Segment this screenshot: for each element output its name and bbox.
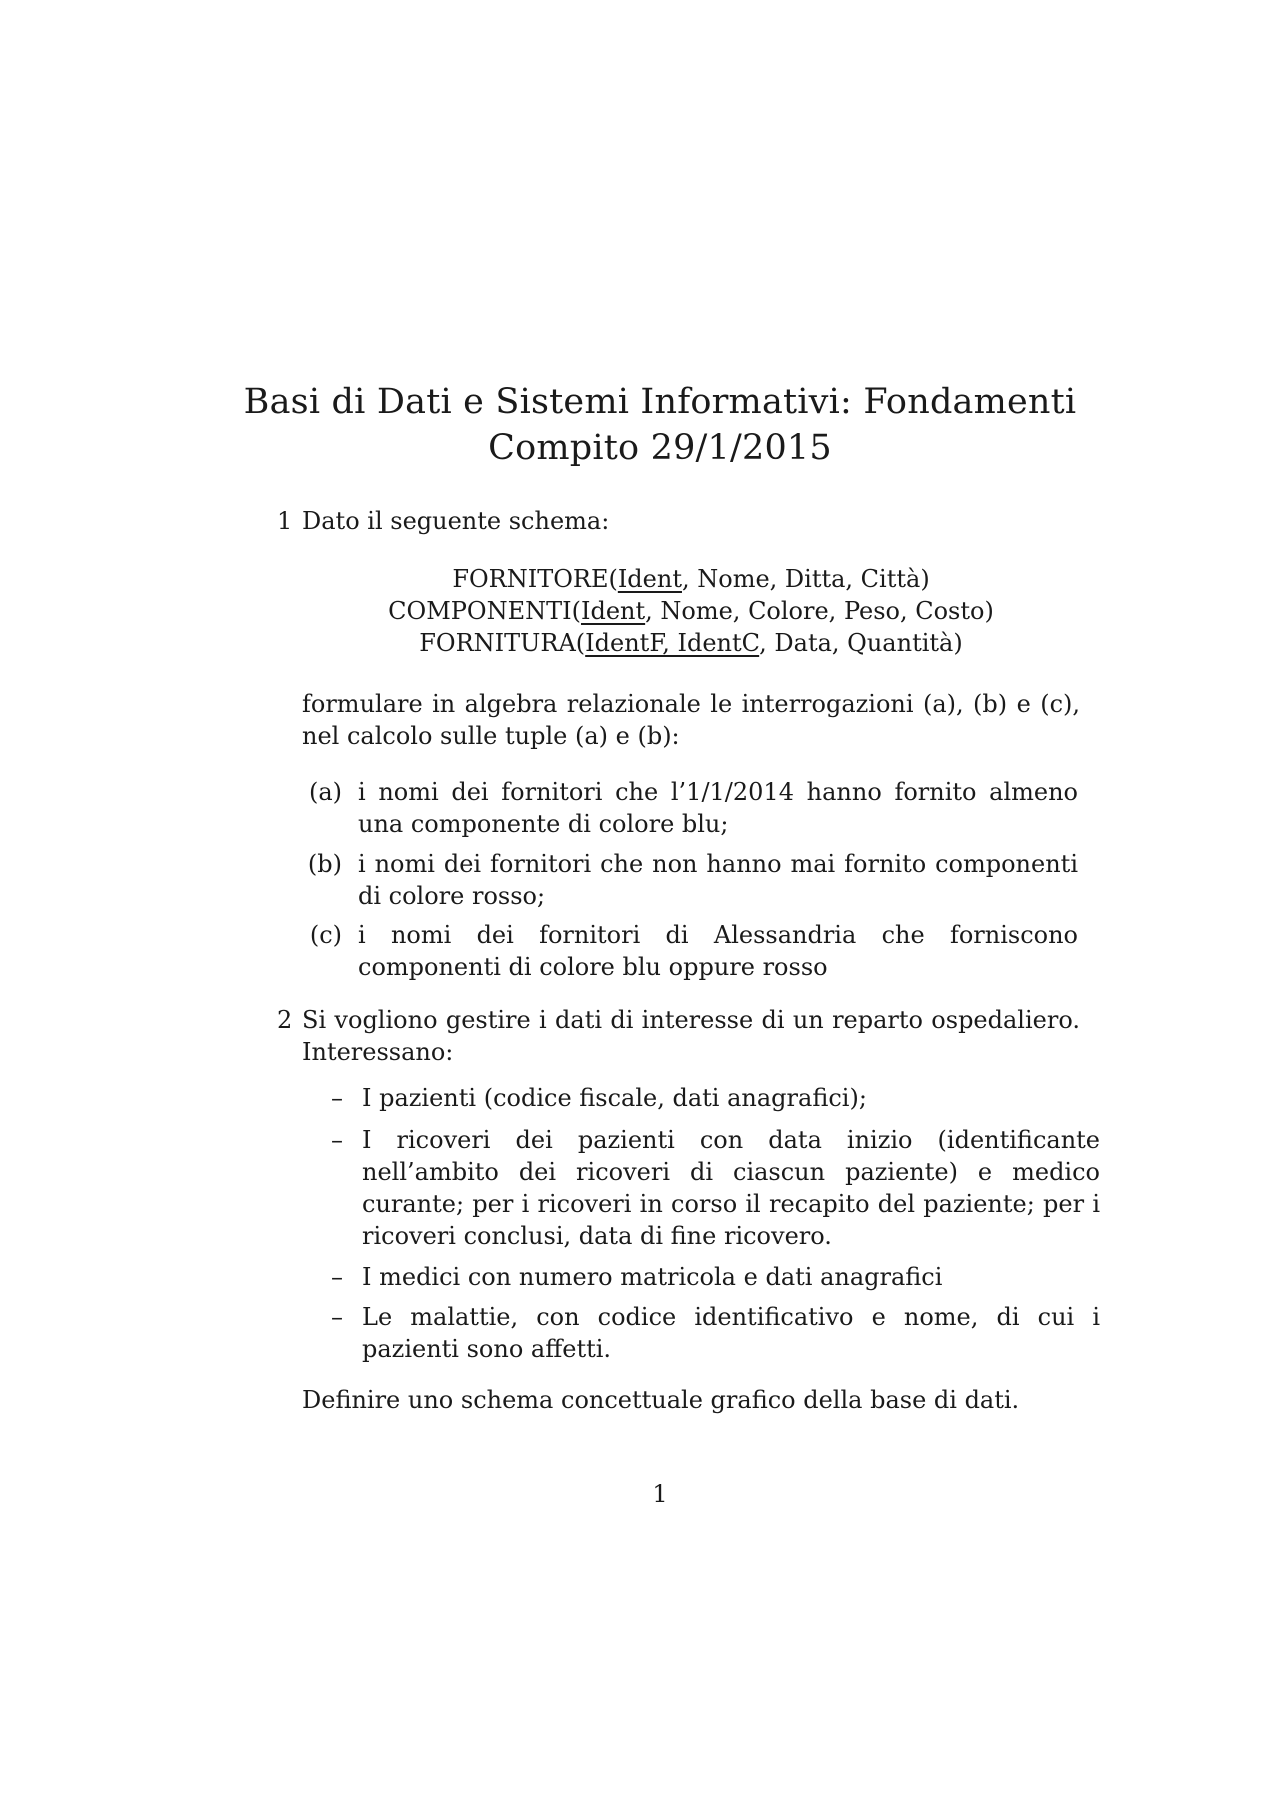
requirement-item: – Le malattie, con codice identificativo e nome, di cui i pazienti sono affetti. [331,1303,1100,1363]
requirement-item: – I ricoveri dei pazienti con data inizio (identificante nell’ambito dei ricoveri di ciascun paziente) e medico curante; per i ricoveri in corso il recapito del paziente; per i ricoveri conclusi, data di fine ricovero. [331,1126,1100,1250]
requirement-item: – I pazienti (codice fiscale, dati anagrafici); [331,1084,867,1112]
query-item-a: (a) i nomi dei fornitori che l’1/1/2014 hanno fornito almeno una componente di colore blu; [308,778,1078,838]
query-item-c: (c) i nomi dei fornitori di Alessandria che forniscono componenti di colore blu oppure rosso [309,921,1078,981]
question-2-number: 2 [277,1006,293,1034]
question-1-number: 1 [277,507,293,535]
primary-key: IdentF, IdentC [585,629,760,657]
schema-componenti: COMPONENTI(Ident, Nome, Colore, Peso, Costo) [388,597,994,625]
primary-key: Ident [580,597,646,625]
query-item-b: (b) i nomi dei fornitori che non hanno mai fornito componenti di colore rosso; [307,850,1078,910]
schema-fornitura: FORNITURA(IdentF, IdentC, Data, Quantità) [419,629,963,657]
primary-key: Ident [617,565,682,593]
document-title: Basi di Dati e Sistemi Informativi: Fondamenti [243,382,1077,422]
schema-fornitore: FORNITORE(Ident, Nome, Ditta, Città) [452,565,930,593]
page-number: 1 [652,1480,668,1508]
requirement-item: – I medici con numero matricola e dati anagrafici [331,1263,943,1291]
question-2-closing: Definire uno schema concettuale grafico della base di dati. [302,1386,1020,1414]
question-1-instructions: formulare in algebra relazionale le interrogazioni (a), (b) e (c), nel calcolo sulle tuple (a) e (b): [302,690,1080,750]
document-subtitle: Compito 29/1/2015 [488,428,832,468]
relational-schema [302,563,1080,659]
question-2-intro: Si vogliono gestire i dati di interesse di un reparto ospedaliero. Interessano: [302,1006,1080,1066]
question-1-intro: Dato il seguente schema: [302,507,610,535]
